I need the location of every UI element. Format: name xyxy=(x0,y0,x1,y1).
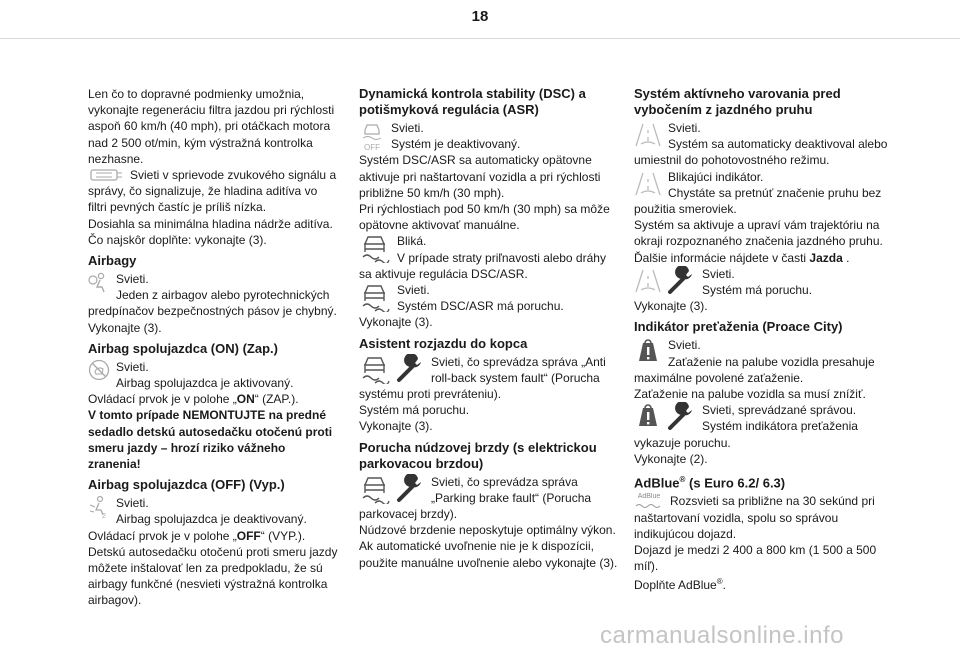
airbag-on-icon xyxy=(88,359,110,381)
overload-fault-icons xyxy=(634,402,696,432)
airbag-off-block xyxy=(88,495,338,527)
skid-car-fault-icon xyxy=(359,282,391,312)
wrench-icon xyxy=(395,474,425,504)
additive-block xyxy=(88,167,338,216)
airbags-block xyxy=(88,271,338,320)
hill-assist-desc: Svieti, čo sprevádza správa „Anti roll-back system fault“ (Porucha systému proti prevráteniu). xyxy=(359,354,606,402)
overload-fault-desc: Systém indikátora preťaženia vykazuje poruchu. xyxy=(634,419,858,450)
dsc-off-icon xyxy=(359,120,385,152)
hill-assist-action: Vykonajte (3). xyxy=(359,419,433,434)
dsc-off-status: Svieti. xyxy=(391,121,424,135)
airbag-off-control: Ovládací prvok je v polohe „OFF“ (VYP.). xyxy=(88,528,306,543)
lane-blink-block xyxy=(634,169,896,218)
airbags-status: Svieti. xyxy=(116,272,149,287)
airbag-on-desc: Airbag spolujazdca je aktivovaný. xyxy=(116,376,294,391)
additive-warning-icon xyxy=(88,167,124,183)
overload-heading: Indikátor preťaženia (Proace City) xyxy=(634,319,843,335)
lane-standby-block xyxy=(634,120,896,169)
dsc-blink-block xyxy=(359,233,619,282)
adblue-logo-text: AdBlue xyxy=(637,493,661,501)
lane-fault-status: Svieti. xyxy=(702,266,735,281)
airbags-action: Vykonajte (3). xyxy=(88,320,162,335)
airbag-on-status: Svieti. xyxy=(116,359,149,374)
airbags-desc: Jeden z airbagov alebo pyrotechnických predpínačov bezpečnostných pásov je chybný. xyxy=(88,288,337,319)
airbag-on-heading: Airbag spolujazdca (ON) (Zap.) xyxy=(88,340,278,356)
lane-blink-desc: Chystáte sa pretnúť značenie pruhu bez použitia smeroviek. xyxy=(634,185,882,217)
column-1 xyxy=(88,86,338,609)
overload-block xyxy=(634,337,896,386)
emergency-brake-heading: Porucha núdzovej brzdy (s elektrickou parkovacou brzdou) xyxy=(359,439,597,471)
overload-icon xyxy=(634,402,662,430)
dsc-reactivation-text: Systém DSC/ASR sa automaticky opätovne aktivuje pri naštartovaní vozidla a pri rýchlosti približne 50 km/h (30 mph). xyxy=(359,153,601,200)
overload-fault-block xyxy=(634,402,896,451)
skid-car-icon xyxy=(359,354,391,384)
column-3 xyxy=(634,86,896,594)
overload-icon xyxy=(634,337,662,365)
airbag-fault-icon xyxy=(88,271,110,293)
lane-more-info: Ďalšie informácie nájdete v časti Jazda . xyxy=(634,250,850,265)
adblue-heading: AdBlue® (s Euro 6.2/ 6.3) xyxy=(634,475,786,491)
dsc-fault-action: Vykonajte (3). xyxy=(359,315,433,330)
hill-assist-block xyxy=(359,354,619,403)
hill-assist-heading: Asistent rozjazdu do kopca xyxy=(359,335,528,351)
emergency-brake-block xyxy=(359,474,619,523)
lane-standby-status: Svieti. xyxy=(668,121,701,135)
dpf-regeneration-text: Len čo to dopravné podmienky umožnia, vykonajte regeneráciu filtra jazdou pri rýchlosti aspoň 60 km/h (40 mph), pri otáčkach motora nad 2 500 ot/min, kým výstražná kontrolka nezhasne. xyxy=(88,87,335,166)
airbag-off-icon xyxy=(88,495,110,519)
svg-text:OFF: OFF xyxy=(364,143,380,152)
wrench-icon xyxy=(395,354,425,384)
dsc-fault-status: Svieti. xyxy=(397,283,430,298)
airbag-off-heading: Airbag spolujazdca (OFF) (Vyp.) xyxy=(88,477,285,493)
additive-text: Svieti v sprievode zvukového signálu a správy, čo signalizuje, že hladina aditíva vo filtri pevných častíc je príliš nízka. xyxy=(88,168,337,215)
adblue-range: Dojazd je medzi 2 400 a 800 km (1 500 a 500 míľ). xyxy=(634,543,877,574)
airbag-off-status: Svieti. xyxy=(116,496,149,511)
lane-trajectory-text: Systém sa aktivuje a upraví vám trajektóriu na okraji rozpoznaného značenia jazdného pruhu. xyxy=(634,218,883,249)
emergency-brake-release: Ak automatické uvoľnenie nie je k dispozícii, použite manuálne uvoľnenie alebo vykonajte (3). xyxy=(359,539,618,570)
dsc-manual-text: Pri rýchlostiach pod 50 km/h (30 mph) sa môže opätovne aktivovať manuálne. xyxy=(359,202,610,233)
lane-assist-icon xyxy=(634,120,662,148)
lane-blink-status: Blikajúci indikátor. xyxy=(668,169,764,184)
hill-assist-fault: Systém má poruchu. xyxy=(359,403,470,418)
emergency-brake-icons xyxy=(359,474,425,504)
adblue-icon xyxy=(634,493,664,509)
overload-fault-action: Vykonajte (2). xyxy=(634,451,708,466)
airbags-heading: Airbagy xyxy=(88,253,137,269)
overload-fault-status: Svieti, sprevádzané správou. xyxy=(702,403,857,418)
additive-action-text: Čo najskôr doplňte: vykonajte (3). xyxy=(88,232,267,247)
skid-car-icon xyxy=(359,474,391,504)
dsc-off-block xyxy=(359,120,619,152)
airbag-on-block xyxy=(88,359,338,391)
wrench-icon xyxy=(666,402,696,432)
skid-car-icon xyxy=(359,233,391,263)
lane-fault-desc: Systém má poruchu. xyxy=(702,283,813,298)
dsc-fault-block xyxy=(359,282,619,314)
lane-fault-action: Vykonajte (3). xyxy=(634,299,708,314)
column-2 xyxy=(359,86,619,571)
airbag-on-warning: V tomto prípade NEMONTUJTE na predné sedadlo detskú autosedačku otočenú proti smeru jazdy – hrozí riziko vážneho zranenia! xyxy=(88,408,333,472)
airbag-on-control: Ovládací prvok je v polohe „ON“ (ZAP.). xyxy=(88,392,299,407)
svg-text:2: 2 xyxy=(102,513,106,520)
lane-assist-icon xyxy=(634,266,662,294)
overload-reduce: Zaťaženie na palube vozidla sa musí znížiť. xyxy=(634,387,866,402)
emergency-brake-perf: Núdzové brzdenie neposkytuje optimálny výkon. xyxy=(359,523,616,538)
wrench-icon xyxy=(666,266,696,296)
adblue-desc: Rozsvieti sa približne na 30 sekúnd pri naštartovaní vozidla, spolu so správou indikujúcou dojazd. xyxy=(634,494,875,541)
adblue-refill: Doplňte AdBlue®. xyxy=(634,577,726,593)
overload-desc: Zaťaženie na palube vozidla presahuje maximálne povolené zaťaženie. xyxy=(634,354,875,385)
dsc-off-desc: Systém je deaktivovaný. xyxy=(391,137,521,152)
lane-fault-icons xyxy=(634,266,696,296)
dsc-blink-status: Bliká. xyxy=(397,234,427,249)
hill-assist-icons xyxy=(359,354,425,384)
header-divider xyxy=(0,38,960,39)
emergency-brake-desc: Svieti, čo sprevádza správa „Parking brake fault“ (Porucha parkovacej brzdy). xyxy=(359,474,592,522)
lane-assist-blink-icon xyxy=(634,169,662,197)
adblue-block xyxy=(634,493,896,542)
dsc-heading: Dynamická kontrola stability (DSC) a potišmyková regulácia (ASR) xyxy=(359,86,586,117)
page-number: 18 xyxy=(471,8,489,25)
watermark: carmanualsonline.info xyxy=(600,622,844,649)
airbag-off-desc: Airbag spolujazdca je deaktivovaný. xyxy=(116,512,307,527)
dsc-fault-desc: Systém DSC/ASR má poruchu. xyxy=(397,299,564,314)
additive-level-text: Dosiahla sa minimálna hladina nádrže aditíva. xyxy=(88,216,333,231)
overload-status: Svieti. xyxy=(668,338,701,353)
lane-fault-block xyxy=(634,266,896,298)
airbag-off-child-seat: Detskú autosedačku otočenú proti smeru jazdy môžete inštalovať len za predpokladu, že sú airbagy funkčné (nesvieti výstražná kontrolka airbagov). xyxy=(88,544,338,608)
lane-assist-heading: Systém aktívneho varovania pred vybočením z jazdného pruhu xyxy=(634,86,841,117)
lane-standby-desc: Systém sa automaticky deaktivoval alebo umiestnil do pohotovostného režimu. xyxy=(634,137,888,168)
dsc-blink-desc: V prípade straty priľnavosti alebo dráhy sa aktivuje regulácia DSC/ASR. xyxy=(359,250,606,281)
